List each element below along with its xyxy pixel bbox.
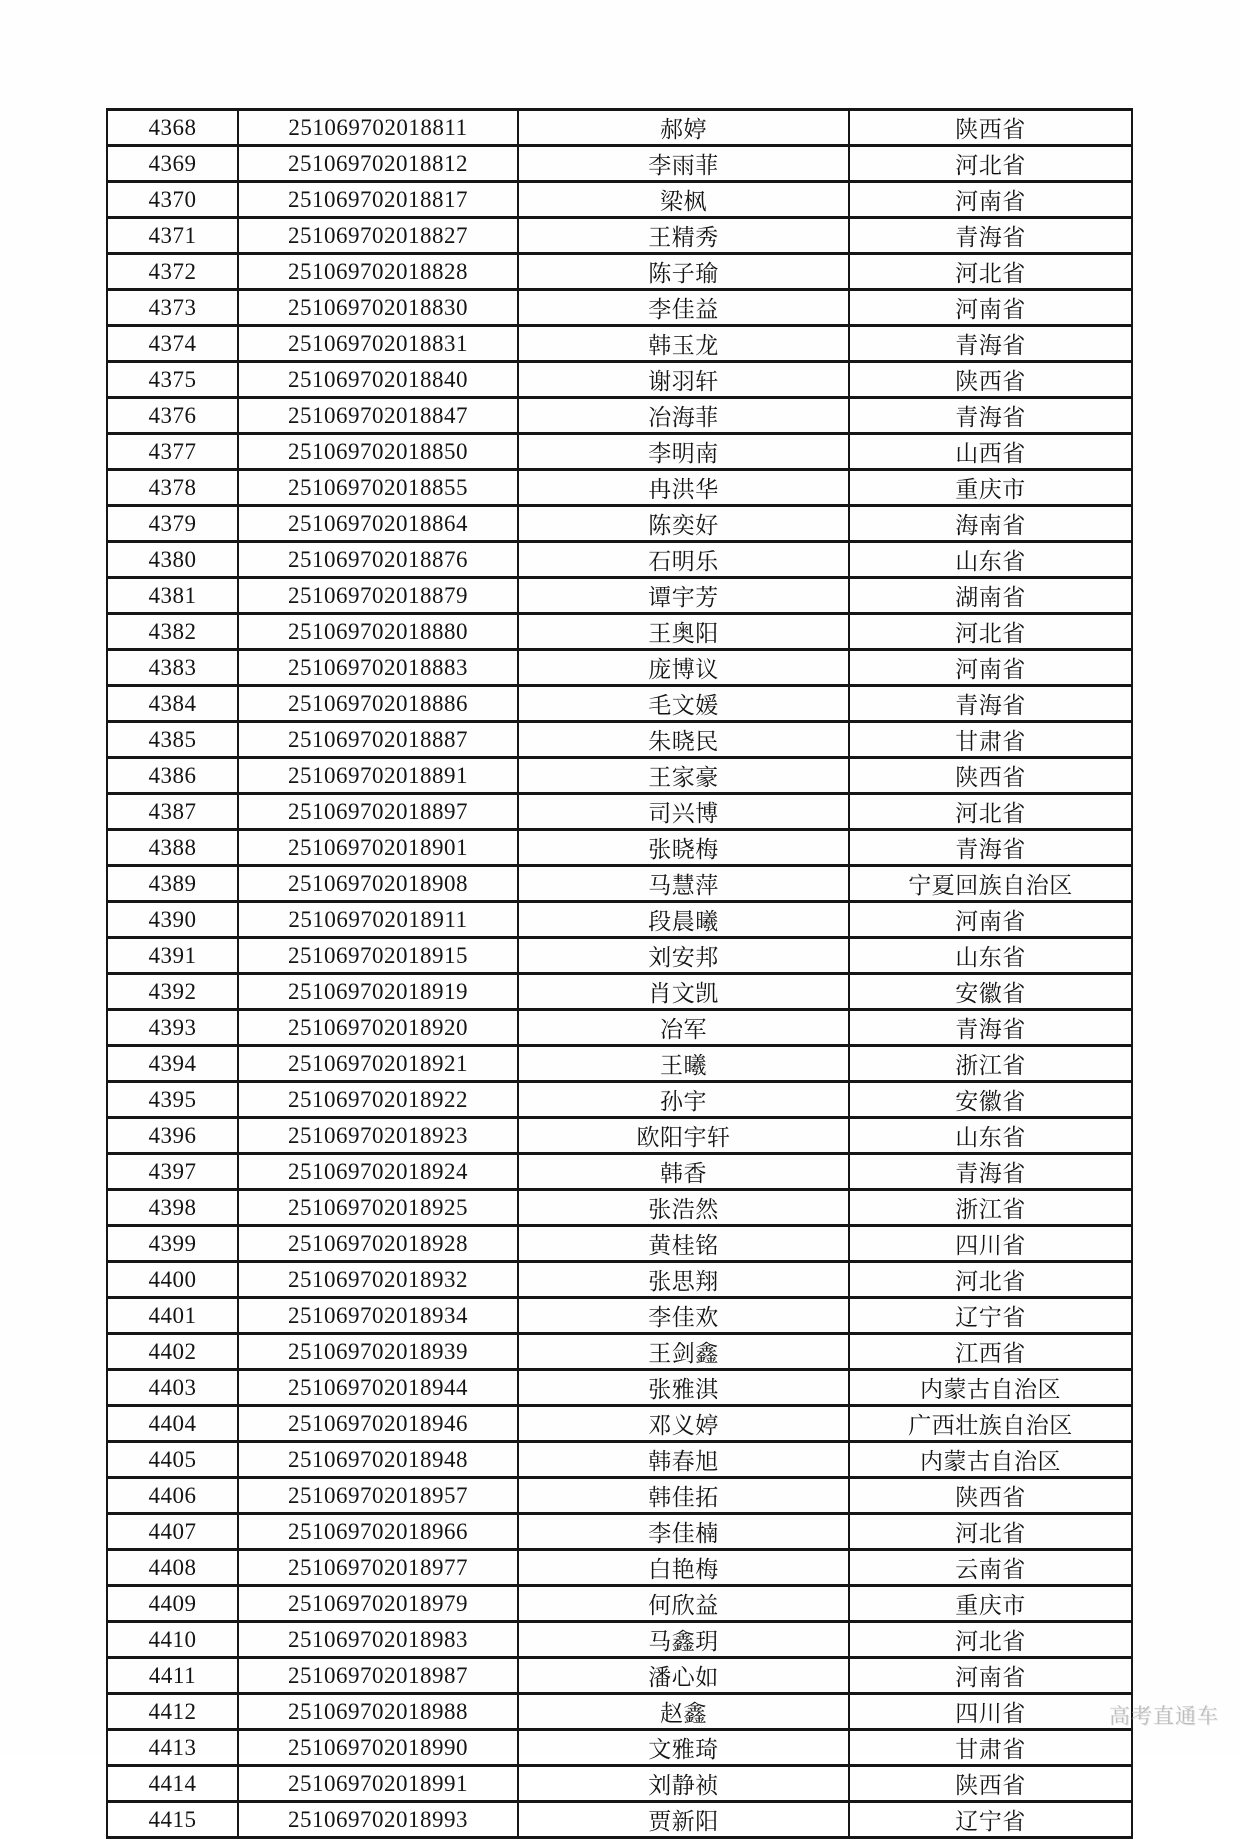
cell-province: 河北省 xyxy=(849,614,1132,650)
cell-exam-id: 251069702018925 xyxy=(238,1190,518,1226)
cell-province: 青海省 xyxy=(849,326,1132,362)
cell-exam-id: 251069702018988 xyxy=(238,1694,518,1730)
cell-name: 马鑫玥 xyxy=(518,1622,849,1658)
cell-name: 何欣益 xyxy=(518,1586,849,1622)
table-row xyxy=(107,650,1132,686)
cell-province: 陕西省 xyxy=(849,362,1132,398)
cell-province: 甘肃省 xyxy=(849,722,1132,758)
cell-name: 郝婷 xyxy=(518,110,849,146)
table-row xyxy=(107,506,1132,542)
cell-exam-id: 251069702018991 xyxy=(238,1766,518,1802)
table-row xyxy=(107,254,1132,290)
cell-province: 青海省 xyxy=(849,830,1132,866)
table-row xyxy=(107,1766,1132,1802)
cell-exam-id: 251069702018879 xyxy=(238,578,518,614)
table-row xyxy=(107,686,1132,722)
cell-name: 黄桂铭 xyxy=(518,1226,849,1262)
cell-province: 河南省 xyxy=(849,650,1132,686)
cell-province: 云南省 xyxy=(849,1550,1132,1586)
cell-row-number: 4392 xyxy=(107,974,238,1010)
cell-name: 潘心如 xyxy=(518,1658,849,1694)
table-row xyxy=(107,1442,1132,1478)
cell-exam-id: 251069702018911 xyxy=(238,902,518,938)
cell-name: 张思翔 xyxy=(518,1262,849,1298)
cell-province: 山东省 xyxy=(849,938,1132,974)
cell-row-number: 4376 xyxy=(107,398,238,434)
cell-row-number: 4386 xyxy=(107,758,238,794)
cell-province: 河北省 xyxy=(849,146,1132,182)
cell-exam-id: 251069702018979 xyxy=(238,1586,518,1622)
cell-exam-id: 251069702018946 xyxy=(238,1406,518,1442)
cell-row-number: 4409 xyxy=(107,1586,238,1622)
cell-exam-id: 251069702018891 xyxy=(238,758,518,794)
cell-exam-id: 251069702018827 xyxy=(238,218,518,254)
cell-name: 贾新阳 xyxy=(518,1802,849,1838)
cell-province: 河北省 xyxy=(849,1622,1132,1658)
table-row xyxy=(107,1334,1132,1370)
cell-exam-id: 251069702018864 xyxy=(238,506,518,542)
cell-province: 辽宁省 xyxy=(849,1802,1132,1838)
cell-name: 欧阳宇轩 xyxy=(518,1118,849,1154)
cell-row-number: 4380 xyxy=(107,542,238,578)
cell-province: 山西省 xyxy=(849,434,1132,470)
cell-exam-id: 251069702018921 xyxy=(238,1046,518,1082)
table-row xyxy=(107,1802,1132,1838)
cell-row-number: 4402 xyxy=(107,1334,238,1370)
cell-exam-id: 251069702018847 xyxy=(238,398,518,434)
cell-exam-id: 251069702018920 xyxy=(238,1010,518,1046)
table-row xyxy=(107,1658,1132,1694)
cell-row-number: 4401 xyxy=(107,1298,238,1334)
table-row xyxy=(107,1082,1132,1118)
cell-province: 海南省 xyxy=(849,506,1132,542)
watermark-text: 高考直通车 xyxy=(1109,1704,1219,1728)
cell-name: 李明南 xyxy=(518,434,849,470)
cell-name: 李佳楠 xyxy=(518,1514,849,1550)
cell-province: 河南省 xyxy=(849,902,1132,938)
cell-name: 韩春旭 xyxy=(518,1442,849,1478)
cell-name: 文雅琦 xyxy=(518,1730,849,1766)
table-row xyxy=(107,290,1132,326)
cell-name: 庞博议 xyxy=(518,650,849,686)
cell-row-number: 4379 xyxy=(107,506,238,542)
cell-name: 刘安邦 xyxy=(518,938,849,974)
table-row xyxy=(107,1154,1132,1190)
cell-name: 韩香 xyxy=(518,1154,849,1190)
cell-province: 山东省 xyxy=(849,542,1132,578)
table-row xyxy=(107,938,1132,974)
cell-province: 安徽省 xyxy=(849,1082,1132,1118)
cell-exam-id: 251069702018886 xyxy=(238,686,518,722)
cell-exam-id: 251069702018923 xyxy=(238,1118,518,1154)
cell-name: 陈子瑜 xyxy=(518,254,849,290)
cell-row-number: 4398 xyxy=(107,1190,238,1226)
cell-province: 青海省 xyxy=(849,1010,1132,1046)
cell-exam-id: 251069702018919 xyxy=(238,974,518,1010)
table-row xyxy=(107,1226,1132,1262)
cell-row-number: 4369 xyxy=(107,146,238,182)
cell-province: 河南省 xyxy=(849,290,1132,326)
cell-province: 安徽省 xyxy=(849,974,1132,1010)
cell-province: 江西省 xyxy=(849,1334,1132,1370)
cell-name: 冶军 xyxy=(518,1010,849,1046)
cell-province: 陕西省 xyxy=(849,1478,1132,1514)
cell-row-number: 4387 xyxy=(107,794,238,830)
table-row xyxy=(107,974,1132,1010)
table-row xyxy=(107,830,1132,866)
cell-name: 王家豪 xyxy=(518,758,849,794)
cell-province: 河北省 xyxy=(849,794,1132,830)
cell-name: 王曦 xyxy=(518,1046,849,1082)
cell-name: 冉洪华 xyxy=(518,470,849,506)
cell-province: 浙江省 xyxy=(849,1190,1132,1226)
cell-name: 韩佳拓 xyxy=(518,1478,849,1514)
cell-row-number: 4375 xyxy=(107,362,238,398)
cell-row-number: 4406 xyxy=(107,1478,238,1514)
cell-province: 重庆市 xyxy=(849,470,1132,506)
table-row xyxy=(107,1010,1132,1046)
cell-row-number: 4408 xyxy=(107,1550,238,1586)
cell-row-number: 4395 xyxy=(107,1082,238,1118)
cell-exam-id: 251069702018812 xyxy=(238,146,518,182)
cell-province: 甘肃省 xyxy=(849,1730,1132,1766)
cell-row-number: 4373 xyxy=(107,290,238,326)
cell-exam-id: 251069702018983 xyxy=(238,1622,518,1658)
cell-province: 内蒙古自治区 xyxy=(849,1370,1132,1406)
table-row xyxy=(107,182,1132,218)
cell-exam-id: 251069702018915 xyxy=(238,938,518,974)
cell-exam-id: 251069702018830 xyxy=(238,290,518,326)
table-row xyxy=(107,146,1132,182)
cell-row-number: 4415 xyxy=(107,1802,238,1838)
cell-exam-id: 251069702018897 xyxy=(238,794,518,830)
table-row xyxy=(107,866,1132,902)
cell-exam-id: 251069702018880 xyxy=(238,614,518,650)
cell-exam-id: 251069702018966 xyxy=(238,1514,518,1550)
cell-exam-id: 251069702018876 xyxy=(238,542,518,578)
cell-name: 赵鑫 xyxy=(518,1694,849,1730)
cell-name: 冶海菲 xyxy=(518,398,849,434)
cell-name: 李雨菲 xyxy=(518,146,849,182)
cell-row-number: 4393 xyxy=(107,1010,238,1046)
cell-province: 广西壮族自治区 xyxy=(849,1406,1132,1442)
cell-exam-id: 251069702018934 xyxy=(238,1298,518,1334)
cell-name: 李佳欢 xyxy=(518,1298,849,1334)
cell-exam-id: 251069702018883 xyxy=(238,650,518,686)
cell-province: 辽宁省 xyxy=(849,1298,1132,1334)
cell-exam-id: 251069702018924 xyxy=(238,1154,518,1190)
cell-name: 韩玉龙 xyxy=(518,326,849,362)
cell-row-number: 4414 xyxy=(107,1766,238,1802)
cell-row-number: 4403 xyxy=(107,1370,238,1406)
cell-province: 河北省 xyxy=(849,254,1132,290)
table-row xyxy=(107,578,1132,614)
cell-province: 浙江省 xyxy=(849,1046,1132,1082)
cell-row-number: 4383 xyxy=(107,650,238,686)
cell-province: 青海省 xyxy=(849,218,1132,254)
cell-exam-id: 251069702018990 xyxy=(238,1730,518,1766)
table-row xyxy=(107,1118,1132,1154)
cell-name: 刘静祯 xyxy=(518,1766,849,1802)
table-row xyxy=(107,758,1132,794)
cell-exam-id: 251069702018922 xyxy=(238,1082,518,1118)
cell-row-number: 4411 xyxy=(107,1658,238,1694)
table-row xyxy=(107,1370,1132,1406)
cell-name: 王精秀 xyxy=(518,218,849,254)
cell-exam-id: 251069702018828 xyxy=(238,254,518,290)
table-row xyxy=(107,542,1132,578)
table-row xyxy=(107,614,1132,650)
cell-province: 四川省 xyxy=(849,1694,1132,1730)
cell-row-number: 4396 xyxy=(107,1118,238,1154)
table-row xyxy=(107,1694,1132,1730)
table-row xyxy=(107,1730,1132,1766)
cell-row-number: 4413 xyxy=(107,1730,238,1766)
table-row xyxy=(107,1406,1132,1442)
cell-province: 河南省 xyxy=(849,1658,1132,1694)
cell-row-number: 4410 xyxy=(107,1622,238,1658)
cell-name: 邓义婷 xyxy=(518,1406,849,1442)
cell-name: 谭宇芳 xyxy=(518,578,849,614)
cell-exam-id: 251069702018840 xyxy=(238,362,518,398)
cell-exam-id: 251069702018928 xyxy=(238,1226,518,1262)
cell-row-number: 4370 xyxy=(107,182,238,218)
cell-row-number: 4381 xyxy=(107,578,238,614)
cell-row-number: 4404 xyxy=(107,1406,238,1442)
cell-exam-id: 251069702018901 xyxy=(238,830,518,866)
table-row xyxy=(107,1514,1132,1550)
cell-row-number: 4372 xyxy=(107,254,238,290)
cell-name: 谢羽轩 xyxy=(518,362,849,398)
cell-exam-id: 251069702018831 xyxy=(238,326,518,362)
cell-exam-id: 251069702018811 xyxy=(238,110,518,146)
cell-province: 陕西省 xyxy=(849,110,1132,146)
table-row xyxy=(107,1550,1132,1586)
cell-name: 王奥阳 xyxy=(518,614,849,650)
table-row xyxy=(107,902,1132,938)
table-row xyxy=(107,722,1132,758)
cell-province: 河北省 xyxy=(849,1262,1132,1298)
table-row xyxy=(107,1586,1132,1622)
cell-name: 孙宇 xyxy=(518,1082,849,1118)
cell-row-number: 4390 xyxy=(107,902,238,938)
cell-exam-id: 251069702018977 xyxy=(238,1550,518,1586)
cell-row-number: 4374 xyxy=(107,326,238,362)
cell-row-number: 4385 xyxy=(107,722,238,758)
cell-exam-id: 251069702018887 xyxy=(238,722,518,758)
table-row xyxy=(107,794,1132,830)
cell-exam-id: 251069702018944 xyxy=(238,1370,518,1406)
cell-province: 陕西省 xyxy=(849,1766,1132,1802)
cell-name: 陈奕好 xyxy=(518,506,849,542)
cell-province: 河北省 xyxy=(849,1514,1132,1550)
cell-province: 山东省 xyxy=(849,1118,1132,1154)
cell-name: 梁枫 xyxy=(518,182,849,218)
cell-row-number: 4389 xyxy=(107,866,238,902)
table-row xyxy=(107,1298,1132,1334)
cell-province: 陕西省 xyxy=(849,758,1132,794)
cell-row-number: 4377 xyxy=(107,434,238,470)
cell-exam-id: 251069702018855 xyxy=(238,470,518,506)
cell-exam-id: 251069702018850 xyxy=(238,434,518,470)
cell-exam-id: 251069702018932 xyxy=(238,1262,518,1298)
cell-province: 重庆市 xyxy=(849,1586,1132,1622)
cell-name: 马慧萍 xyxy=(518,866,849,902)
cell-exam-id: 251069702018939 xyxy=(238,1334,518,1370)
table-row xyxy=(107,1622,1132,1658)
cell-province: 湖南省 xyxy=(849,578,1132,614)
cell-row-number: 4378 xyxy=(107,470,238,506)
cell-name: 石明乐 xyxy=(518,542,849,578)
cell-name: 张浩然 xyxy=(518,1190,849,1226)
cell-province: 内蒙古自治区 xyxy=(849,1442,1132,1478)
cell-row-number: 4382 xyxy=(107,614,238,650)
cell-name: 张雅淇 xyxy=(518,1370,849,1406)
cell-row-number: 4400 xyxy=(107,1262,238,1298)
cell-exam-id: 251069702018817 xyxy=(238,182,518,218)
table-row xyxy=(107,1478,1132,1514)
table-row xyxy=(107,434,1132,470)
table-row xyxy=(107,218,1132,254)
cell-province: 宁夏回族自治区 xyxy=(849,866,1132,902)
cell-row-number: 4391 xyxy=(107,938,238,974)
cell-province: 青海省 xyxy=(849,686,1132,722)
cell-name: 毛文媛 xyxy=(518,686,849,722)
cell-name: 肖文凯 xyxy=(518,974,849,1010)
cell-name: 白艳梅 xyxy=(518,1550,849,1586)
cell-row-number: 4394 xyxy=(107,1046,238,1082)
cell-name: 段晨曦 xyxy=(518,902,849,938)
roster-table-body xyxy=(107,110,1132,1838)
table-row xyxy=(107,1190,1132,1226)
cell-row-number: 4412 xyxy=(107,1694,238,1730)
cell-row-number: 4407 xyxy=(107,1514,238,1550)
table-row xyxy=(107,398,1132,434)
cell-row-number: 4405 xyxy=(107,1442,238,1478)
cell-exam-id: 251069702018948 xyxy=(238,1442,518,1478)
cell-row-number: 4384 xyxy=(107,686,238,722)
cell-row-number: 4388 xyxy=(107,830,238,866)
table-row xyxy=(107,326,1132,362)
cell-exam-id: 251069702018993 xyxy=(238,1802,518,1838)
table-row xyxy=(107,362,1132,398)
cell-province: 四川省 xyxy=(849,1226,1132,1262)
cell-row-number: 4397 xyxy=(107,1154,238,1190)
cell-row-number: 4368 xyxy=(107,110,238,146)
cell-name: 王剑鑫 xyxy=(518,1334,849,1370)
cell-exam-id: 251069702018957 xyxy=(238,1478,518,1514)
table-row xyxy=(107,110,1132,146)
cell-name: 李佳益 xyxy=(518,290,849,326)
cell-row-number: 4371 xyxy=(107,218,238,254)
cell-exam-id: 251069702018987 xyxy=(238,1658,518,1694)
cell-row-number: 4399 xyxy=(107,1226,238,1262)
cell-province: 青海省 xyxy=(849,1154,1132,1190)
cell-province: 青海省 xyxy=(849,398,1132,434)
cell-name: 张晓梅 xyxy=(518,830,849,866)
candidate-roster-table xyxy=(106,108,1133,1839)
table-row xyxy=(107,1262,1132,1298)
table-row xyxy=(107,470,1132,506)
cell-name: 司兴博 xyxy=(518,794,849,830)
cell-exam-id: 251069702018908 xyxy=(238,866,518,902)
cell-name: 朱晓民 xyxy=(518,722,849,758)
cell-province: 河南省 xyxy=(849,182,1132,218)
table-row xyxy=(107,1046,1132,1082)
